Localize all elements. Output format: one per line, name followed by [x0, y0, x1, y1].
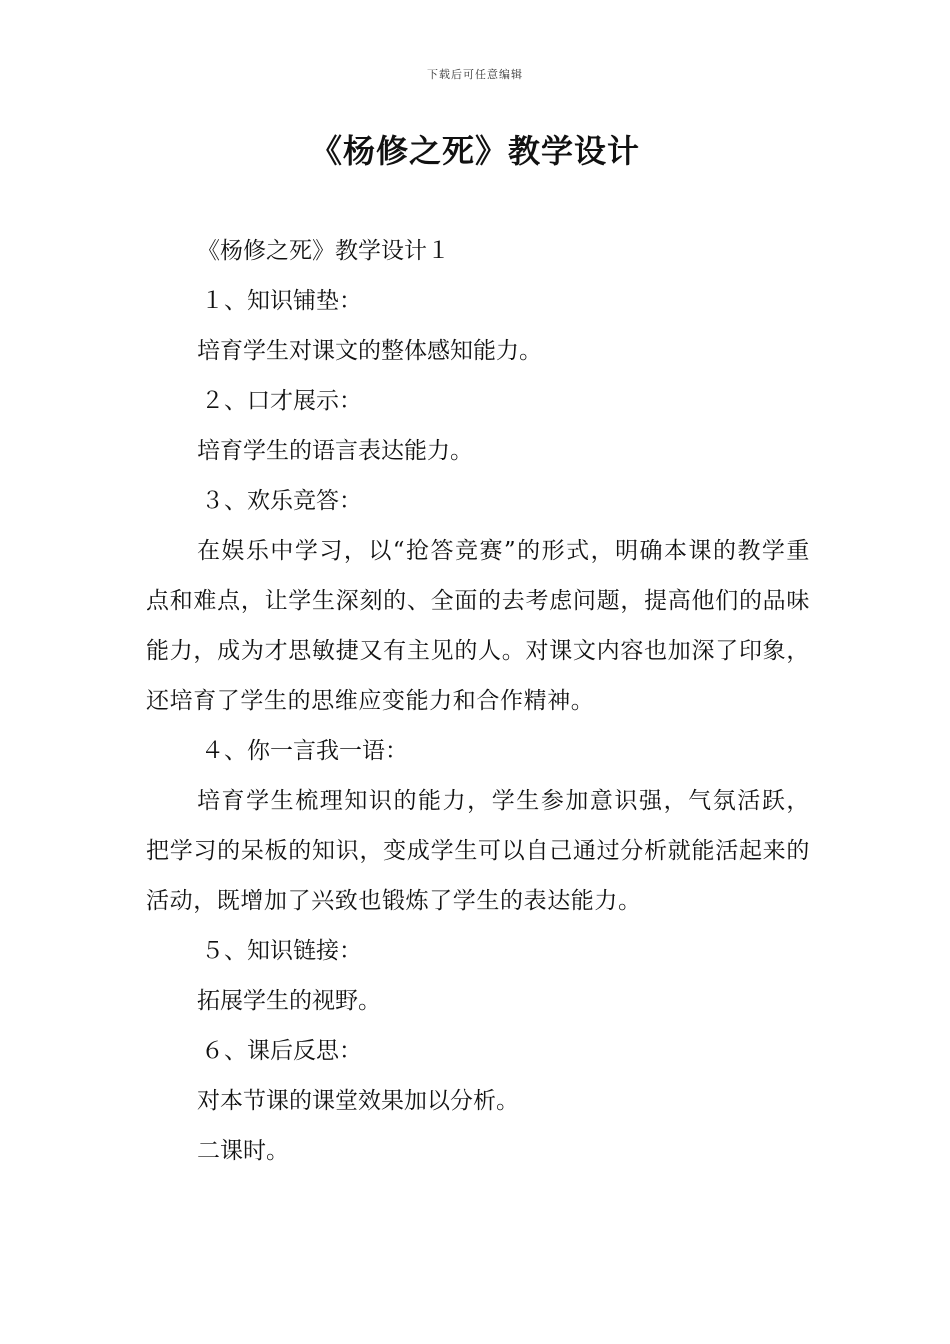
item-5-heading: ５、知识链接：	[201, 938, 362, 964]
header-note: 下载后可任意编辑	[427, 68, 523, 81]
item-6-heading: ６、课后反思：	[201, 1038, 362, 1064]
document-body	[146, 226, 810, 1176]
item-3-heading: ３、欢乐竞答：	[201, 488, 362, 514]
document-title: 《杨修之死》教学设计	[309, 132, 640, 170]
closing-line: 二课时。	[197, 1138, 289, 1164]
item-3-text: 在娱乐中学习，以“抢答竞赛”的形式，明确本课的教学重点和难点，让学生深刻的、全面的去考虑问题，提高他们的品味能力，成为才思敏捷又有主见的人。对课文内容也加深了印象，还培育了学生的思维应变能力和合作精神。	[146, 538, 810, 714]
item-2-text: 培育学生的语言表达能力。	[197, 438, 473, 464]
item-1-text: 培育学生对课文的整体感知能力。	[197, 338, 542, 364]
item-5-text: 拓展学生的视野。	[197, 988, 381, 1014]
item-6-text: 对本节课的课堂效果加以分析。	[197, 1088, 519, 1114]
item-4-heading: ４、你一言我一语：	[201, 738, 408, 764]
item-1-heading: １、知识铺垫：	[201, 288, 362, 314]
section-subtitle: 《杨修之死》教学设计１	[197, 238, 450, 264]
item-4-text: 培育学生梳理知识的能力，学生参加意识强，气氛活跃，把学习的呆板的知识，变成学生可以自己通过分析就能活起来的活动，既增加了兴致也锻炼了学生的表达能力。	[146, 788, 810, 914]
item-2-heading: ２、口才展示：	[201, 388, 362, 414]
